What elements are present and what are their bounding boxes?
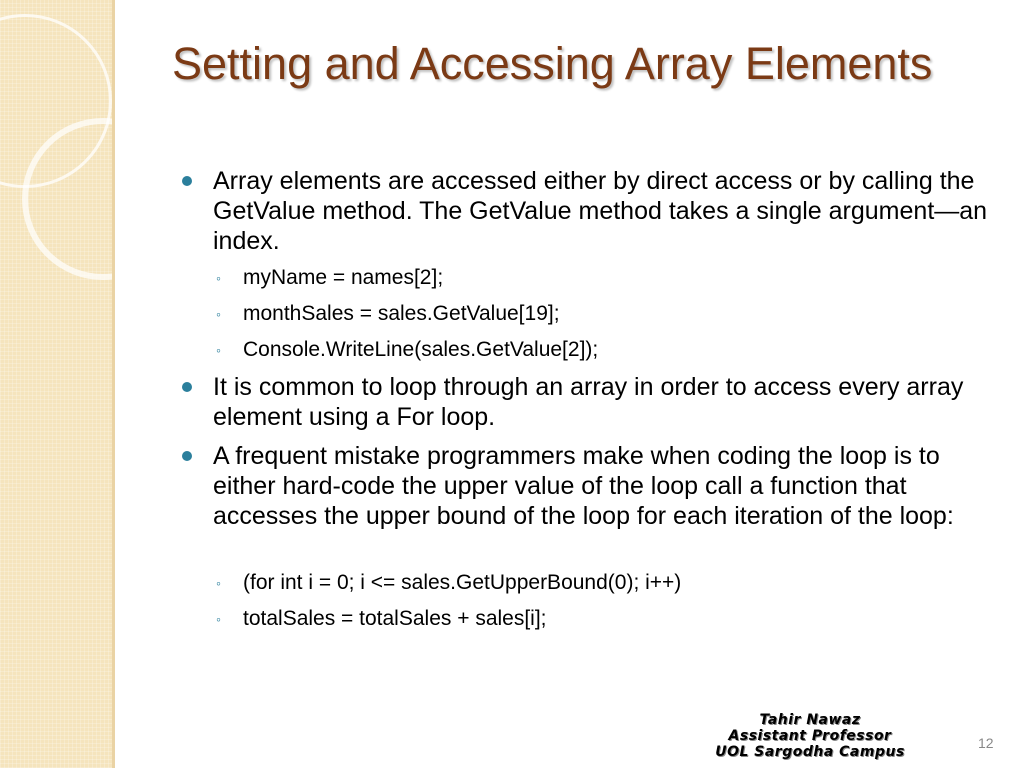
slide-title: Setting and Accessing Array Elements [172, 38, 933, 89]
bullet-dot-icon [182, 382, 192, 392]
sub-bullet-item [216, 337, 983, 363]
bullet-dot-icon [182, 176, 192, 186]
sub-bullet-item [216, 570, 983, 596]
sub-bullet-circle-icon: ◦ [216, 342, 221, 358]
sub-bullet-circle-icon: ◦ [216, 306, 221, 322]
sub-bullet-text: totalSales = totalSales + sales[i]; [243, 607, 547, 630]
sub-bullet-text: monthSales = sales.GetValue[19]; [243, 302, 560, 325]
sub-bullet-circle-icon: ◦ [216, 611, 221, 627]
decorative-sidebar [0, 0, 112, 768]
sub-bullet-item [216, 606, 983, 632]
bullet-text: A frequent mistake programmers make when coding the loop is to either hard-code the upper value of the loop call a function that accesses the upper bound of the loop for each iteration of the loop: [213, 442, 954, 530]
sub-bullet-circle-icon: ◦ [216, 575, 221, 591]
author-position: Assistant Professor [728, 728, 892, 744]
sub-bullet-item [216, 301, 983, 327]
sub-bullet-text: (for int i = 0; i <= sales.GetUpperBound(0); i++) [243, 571, 682, 594]
bullet-dot-icon [182, 451, 192, 461]
bullet-item [213, 372, 993, 432]
sub-bullet-text: Console.WriteLine(sales.GetValue[2]); [243, 338, 599, 361]
bullet-item [213, 166, 993, 256]
sub-bullet-text: myName = names[2]; [243, 266, 444, 289]
author-signature [700, 712, 920, 760]
bullet-item [213, 441, 993, 531]
slide-number: 12 [978, 735, 994, 751]
bullet-text: Array elements are accessed either by direct access or by calling the GetValue method. The GetValue method takes a single argument—an index. [213, 167, 988, 255]
sidebar-divider [112, 0, 115, 768]
author-campus: UOL Sargodha Campus [715, 744, 905, 760]
sub-bullet-circle-icon: ◦ [216, 270, 221, 286]
sub-bullet-item [216, 265, 983, 291]
bullet-text: It is common to loop through an array in order to access every array element using a For loop. [213, 373, 964, 431]
author-name: Tahir Nawaz [759, 712, 861, 728]
